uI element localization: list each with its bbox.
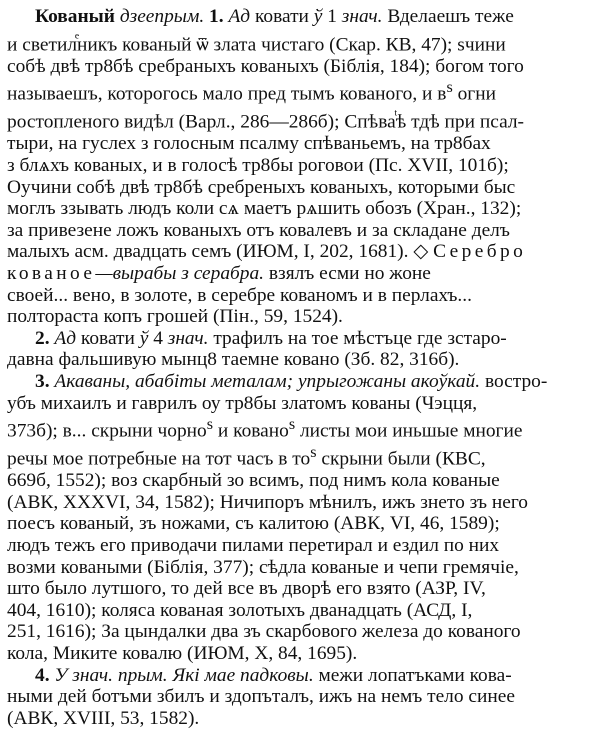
italic-text: У знач. прым. Які мае падковы. [54,664,314,686]
text-run: огни [452,83,496,105]
superscript-letter: ѕ [310,444,317,462]
text-line [7,393,595,415]
text-line [7,177,595,199]
text-run: называешъ, которогось мало пред тымъ кованого, и в [7,83,447,105]
text-run: 4 [148,327,168,349]
text-run: полтораста копъ грошей (Пін., 59, 1524). [7,306,343,328]
text-line [7,686,595,708]
text-run: возми коваными (Біблія, 377); сѣдла кованые и чепи гремячіе, [7,556,519,578]
text-line [7,349,595,371]
text-line [7,306,595,328]
text-line [7,600,595,622]
text-line [7,513,595,535]
sense-2 [7,328,595,371]
italic-text: ў [139,327,149,349]
spaced-text: Серебро [433,241,527,263]
italic-text: Ад [228,6,251,27]
text-line [7,557,595,579]
italic-text: ў [313,6,323,27]
text-line [7,414,595,442]
text-run: 373б); в... скрыни чорно [7,420,207,442]
italic-text: Ад [54,327,77,349]
text-run: кола, Миките ковалю (ИЮМ, X, 84, 1695). [7,642,358,664]
sense-4 [7,665,595,729]
text-run: ѣ тдѣ при псал- [395,111,524,133]
text-run: поесъ кованый, зъ ножами, съ калитою (АВК, VI, 46, 1589); [7,513,500,535]
text-run: давна фальшивую мынц8 таемне ковано (Зб. 82, 316б). [7,349,460,371]
text-line [7,28,595,56]
text-line [7,665,595,687]
superscript-letter: ѕ [288,416,296,434]
text-run: собѣ двѣ тр8бѣ сребраныхъ кованыхъ (Біблія, 184); богом того [7,55,524,77]
dictionary-entry [7,6,595,729]
text-run: людъ тежъ его приводачи пилами перетирал и ездил по них [7,535,500,556]
bold-text: 3. [35,370,50,392]
text-run: 404, 1610); коляса кованая золотыхъ дванадцать (АСД, I, [7,599,473,621]
sense-1 [7,6,595,328]
text-line [7,220,595,242]
text-line [7,470,595,492]
bold-text: 4. [35,664,50,686]
text-run: (АВК, XXXVI, 34, 1582); Ничипоръ мѣнилъ, ижъ знето зъ него [7,491,528,513]
text-line [7,241,595,263]
text-run: ковати [76,327,140,349]
text-run: межи лопатъками кова- [313,664,512,686]
text-run: ковати [250,6,314,27]
bold-text: 1. [209,6,224,27]
text-line [7,492,595,514]
text-line [7,578,595,600]
text-run: убъ михаилъ и гаврилъ оу тр8бы златомъ кованы (Чэцця, [7,392,478,414]
text-run: речы мое потребные на тот часъ в то [7,448,311,470]
text-run: скрыни были (КВС, [316,448,486,470]
superscript-letter: ѕ [446,79,453,97]
spaced-text: кованое [7,262,96,284]
italic-text: Акаваны, абабіты металам; упрыгожаны акоўкай. [54,370,481,392]
text-line [7,708,595,729]
text-run: 251, 1616); За цындалки два зъ скарбового железа до кованого [7,621,521,643]
text-run: што было лутшого, то дей все въ дворѣ его взято (АЗР, IV, [7,578,486,600]
text-run: ными дей ботъми збилъ и здопъталъ, ижъ на немъ тело синее [7,686,515,708]
text-line [7,105,595,133]
italic-text: знач. [341,6,383,27]
text-run: 1 [322,6,342,27]
italic-text: — [95,262,113,284]
text-run: взялъ есми но жоне [264,262,431,284]
text-line [7,328,595,350]
text-line [7,535,595,557]
text-run: востро- [480,370,548,392]
text-line [7,263,595,285]
text-line [7,77,595,105]
text-line [7,285,595,307]
text-run: трафилъ на тое мѣстъце где зстаро- [208,327,507,349]
text-run: (АВК, XVIII, 53, 1582). [7,707,200,729]
text-run: и ковано [213,420,289,442]
text-run: 669б, 1552); воз скарбный зо всимъ, под нимъ кола кованые [7,470,500,492]
text-run: Вделаешъ теже [382,6,514,27]
italic-text: дзеепрым. [119,6,205,27]
text-run: за привезене ложъ кованыхъ отъ ковалевъ и за складане делъ [7,219,510,241]
superscript-letter: ѕ [206,416,214,434]
text-line [7,6,595,28]
sense-3 [7,371,595,665]
bold-text: 2. [35,327,50,349]
bold-text: Кованый [35,6,115,27]
text-line [7,371,595,393]
italic-text: вырабы з серабра. [112,262,265,284]
diamond-symbol: ◇ [413,241,429,263]
text-run: листы мои иньшые многие [295,420,523,442]
text-run: и светил [7,34,78,56]
text-run: тыри, на гуслех з голосным псалму спѣваньемъ, на тр8бах [7,133,491,155]
text-run: з блѧхъ кованых, и в голосѣ тр8бы роговои (Пс. XVII, 101б); [7,154,509,176]
text-run: Оучини собѣ двѣ тр8бѣ сребреныхъ кованыхъ, которыми быс [7,176,516,198]
text-line [7,621,595,643]
text-run: малыхъ асм. двадцать семъ (ИЮМ, I, 202, 1681). [7,241,414,263]
text-line [7,56,595,78]
text-run: моглъ ззывать людъ коли сѧ маетъ рѧшить обозъ (Хран., 132); [7,198,522,220]
text-run: никъ кованый ѿ злата чистаго (Скар. КВ, 47); ѕчини [77,34,506,56]
text-line [7,133,595,155]
italic-text: знач. [167,327,209,349]
text-run: своей... вено, в золоте, в серебре кованомъ и в перлахъ... [7,284,472,306]
text-line [7,155,595,177]
text-line [7,198,595,220]
text-line [7,643,595,665]
text-line [7,442,595,470]
text-run: ростопленого видѣл (Варл., 286—286б); Спѣва [7,111,396,133]
